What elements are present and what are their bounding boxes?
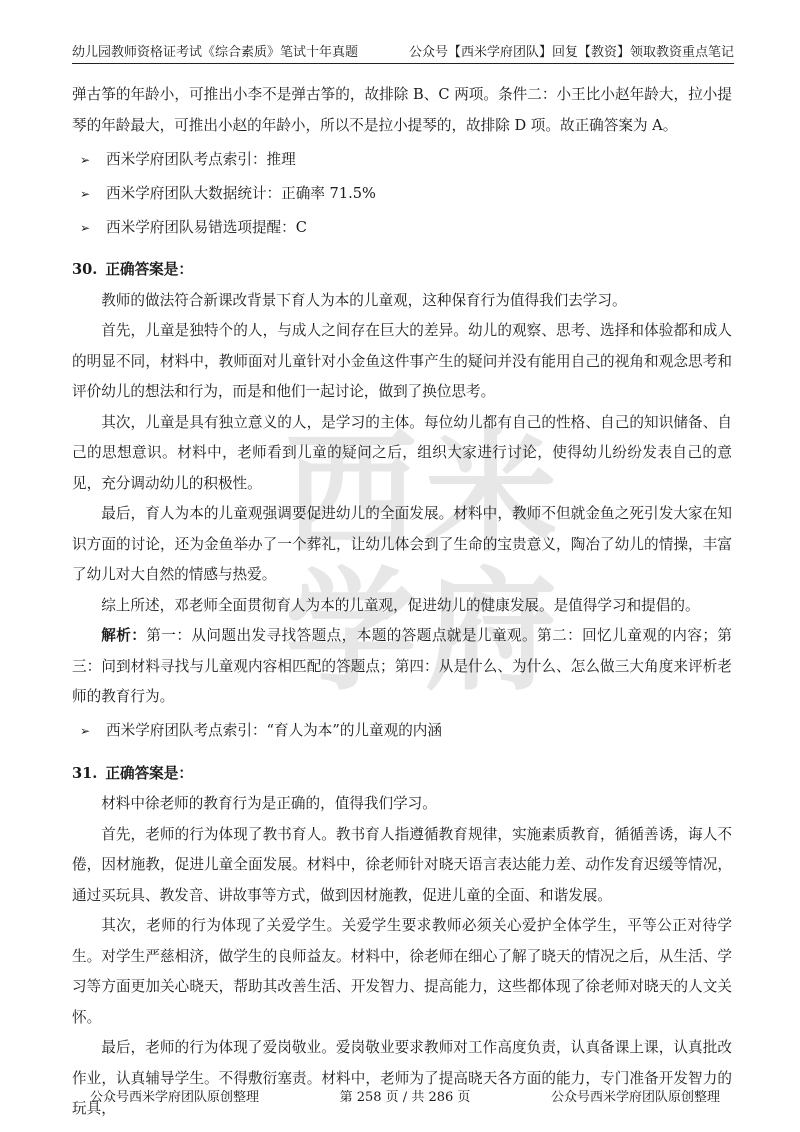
paragraph: 弹古筝的年龄小，可推出小李不是弹古筝的，故排除 B、C 两项。条件二：小王比小赵年龄大，拉小提琴的年龄最大，可推出小赵的年龄小，所以不是拉小提琴的，故排除 D 项。故正确答案为 A。 bbox=[72, 86, 732, 134]
header-left-text: 幼儿园教师资格证考试《综合素质》笔试十年真题 bbox=[72, 45, 359, 60]
bullet-item bbox=[72, 179, 732, 210]
bullet-item bbox=[72, 716, 732, 747]
header-right-text: 公众号【西米学府团队】回复【教资】领取教资重点笔记 bbox=[408, 45, 734, 60]
paragraph: 材料中徐老师的教育行为是正确的，值得我们学习。 bbox=[101, 795, 437, 812]
watermark-char: 府 bbox=[425, 555, 557, 709]
paragraph: 综上所述，邓老师全面贯彻育人为本的儿童观，促进幼儿的健康发展。是值得学习和提倡的。 bbox=[101, 596, 700, 614]
paragraph: 其次，老师的行为体现了关爱学生。关爱学生要求教师必须关心爱护全体学生，平等公正对待学生。对学生严慈相济，做学生的良师益友。材料中，徐老师在细心了解了晓天的情况之后，从生活、学习等方面更加关心晓天，帮助其改善生活、开发智力、提高能力，这些都体现了徐老师对晓天的人文关怀。 bbox=[72, 917, 732, 1026]
paragraph: 首先，儿童是独特个的人，与成人之间存在巨大的差异。幼儿的观察、思考、选择和体验都和成人的明显不同，材料中，教师面对儿童针对小金鱼这件事产生的疑问并没有能用自己的视角和观念思考和评价幼儿的想法和行为，而是和他们一起讨论，做到了换位思考。 bbox=[72, 322, 732, 400]
watermark-char: 学 bbox=[285, 555, 417, 709]
paragraph: 教师的做法符合新课改背景下育人为本的儿童观，这种保育行为值得我们去学习。 bbox=[101, 291, 627, 309]
analysis-paragraph bbox=[72, 621, 732, 713]
page-footer bbox=[90, 1086, 720, 1105]
page-header bbox=[72, 40, 734, 64]
question-title: 正确答案是： bbox=[105, 261, 193, 278]
paragraph: 最后，老师的行为体现了爱岗敬业。爱岗敬业要求教师对工作高度负责，认真备课上课，认真批改作业，认真辅导学生。不得敷衍塞责。材料中，老师为了提高晓天各方面的能力，专门准备开发智力的玩具， bbox=[72, 1039, 732, 1117]
watermark-char: 米 bbox=[425, 417, 557, 571]
arrow-bullet-icon: ➢ bbox=[80, 152, 91, 167]
bullet-item bbox=[72, 145, 732, 176]
arrow-bullet-icon: ➢ bbox=[80, 724, 91, 738]
bullet-text: 西米学府团队易错选项提醒：C bbox=[106, 218, 307, 236]
analysis-label: 解析： bbox=[101, 627, 147, 644]
question-31-heading bbox=[72, 759, 732, 790]
bullet-text: 西米学府团队考点索引：推理 bbox=[106, 150, 296, 168]
paragraph: 最后，育人为本的儿童观强调要促进幼儿的全面发展。材料中，教师不但就金鱼之死引发大家在知识方面的讨论，还为金鱼举办了一个葬礼，让幼儿体会到了生命的宝贵意义，陶冶了幼儿的情操，丰富了幼儿对大自然的情感与热爱。 bbox=[72, 505, 732, 583]
arrow-bullet-icon: ➢ bbox=[80, 220, 91, 235]
bullet-text: 西米学府团队考点索引：“育人为本”的儿童观的内涵 bbox=[106, 722, 442, 739]
watermark-char: 西 bbox=[285, 417, 417, 571]
arrow-bullet-icon: ➢ bbox=[80, 186, 91, 201]
page-content bbox=[72, 80, 732, 1125]
paragraph: 其次，儿童是具有独立意义的人，是学习的主体。每位幼儿都有自己的性格、自己的知识储备、自己的思想意识。材料中，老师看到儿童的疑问之后，组织大家进行讨论，使得幼儿纷纷发表自己的意见，充分调动幼儿的积极性。 bbox=[72, 413, 732, 492]
bullet-item bbox=[72, 213, 732, 244]
page-number: 第 258 页 / 共 286 页 bbox=[339, 1090, 471, 1105]
question-title: 正确答案是： bbox=[105, 764, 193, 782]
analysis-text: 第一：从问题出发寻找答题点，本题的答题点就是儿童观。第二：回忆儿童观的内容；第三：问到材料寻找与儿童观内容相匹配的答题点；第四：从是什么、为什么、怎么做三大角度来评析老师的教育行为。 bbox=[72, 627, 732, 705]
question-number: 31. bbox=[72, 764, 98, 782]
footer-right-text: 公众号西米学府团队原创整理 bbox=[550, 1090, 720, 1105]
footer-left-text: 公众号西米学府团队原创整理 bbox=[90, 1090, 260, 1105]
question-30-heading bbox=[72, 255, 732, 286]
bullet-text: 西米学府团队大数据统计：正确率 71.5% bbox=[106, 184, 376, 202]
paragraph: 首先，老师的行为体现了教书育人。教书育人指遵循教育规律，实施素质教育，循循善诱，诲人不倦，因材施教，促进儿童全面发展。材料中，徐老师针对晓天语言表达能力差、动作发育迟缓等情况，通过买玩具、教发音、讲故事等方式，做到因材施教，促进儿童的全面、和谐发展。 bbox=[72, 825, 732, 904]
question-number: 30. bbox=[72, 261, 98, 278]
